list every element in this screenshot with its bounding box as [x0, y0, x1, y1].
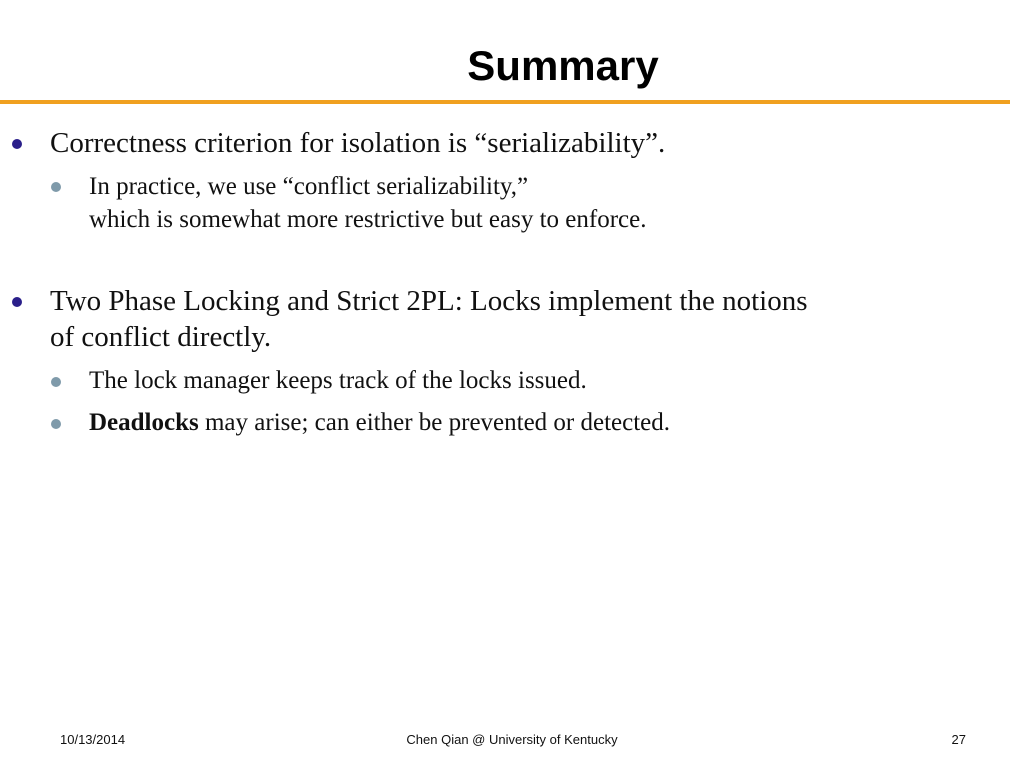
sub-bullet-item-2-2-text: may arise; can either be prevented or detected. [198, 409, 671, 436]
footer-date: 10/13/2014 [60, 732, 126, 747]
bullet-item-2 [50, 283, 970, 355]
footer-author: Chen Qian @ University of Kentucky [406, 732, 618, 747]
footer-page-number: 27 [951, 732, 966, 747]
slide-title: Summary [467, 42, 659, 89]
bullet-item-1 [50, 125, 970, 161]
bullet-dot-icon [12, 297, 22, 307]
bullet-item-2-line-2: of conflict directly. [50, 321, 272, 353]
bullet-dot-icon [12, 139, 22, 149]
sub-bullet-item-1-1-line-2: which is somewhat more restrictive but easy to enforce. [89, 206, 647, 233]
bullet-item-1-text: Correctness criterion for isolation is “serializability”. [50, 127, 666, 159]
sub-bullet-item-2-2 [89, 406, 969, 439]
sub-bullet-item-2-1-text: The lock manager keeps track of the locks issued. [89, 367, 587, 394]
sub-bullet-dot-icon [51, 377, 61, 387]
sub-bullet-dot-icon [51, 419, 61, 429]
sub-bullet-item-1-1 [89, 170, 969, 236]
sub-bullet-dot-icon [51, 182, 61, 192]
sub-bullet-item-1-1-line-1: In practice, we use “conflict serializability,” [89, 173, 529, 200]
sub-bullet-item-2-1 [89, 364, 969, 397]
title-divider [0, 100, 1010, 104]
bullet-item-2-line-1: Two Phase Locking and Strict 2PL: Locks implement the notions [50, 285, 808, 317]
deadlocks-term: Deadlocks [89, 409, 199, 436]
